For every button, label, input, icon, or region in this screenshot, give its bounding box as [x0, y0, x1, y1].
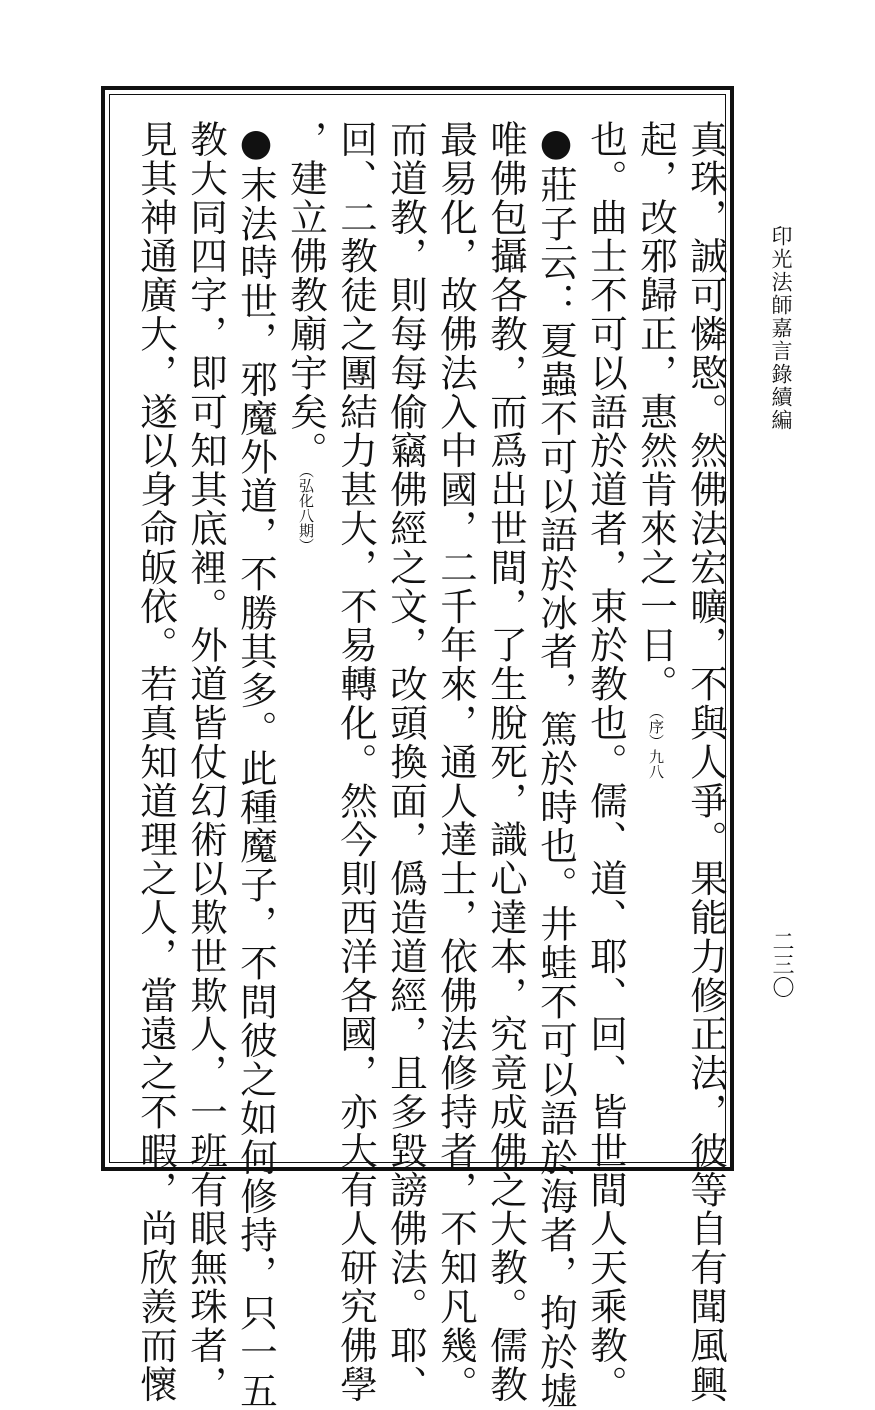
- text-column-9: [283, 120, 329, 553]
- text-column-3: [583, 120, 629, 1404]
- source-note: （弘化八期）: [297, 470, 315, 553]
- text-column-8: [333, 120, 379, 1404]
- text-column-6: [433, 120, 479, 1404]
- text-column-7: [383, 120, 429, 1404]
- source-note-name: （序）: [647, 703, 665, 749]
- column-text: ●末法時世，邪魔外道，不勝其多。此種魔子，不問彼之如何修持，只一五: [234, 120, 278, 1410]
- column-text: 見其神通廣大，遂以身命皈依。若真知道理之人，當遠之不暇，尚欣羨而懷: [134, 120, 178, 1404]
- column-text: 也。曲士不可以語於道者，束於教也。儒、道、耶、回、皆世間人天乘教。: [584, 120, 628, 1404]
- text-column-5: [483, 120, 529, 1404]
- source-note: [648, 704, 664, 779]
- running-header: 印光法師嘉言錄續編: [769, 225, 793, 432]
- text-column-10: [233, 120, 279, 1410]
- source-note-number: 九八: [647, 748, 665, 779]
- column-text: 最易化，故佛法入中國，二千年來，通人達士，依佛法修持者，不知凡幾。: [434, 120, 478, 1404]
- text-column-2: [633, 120, 679, 779]
- text-column-4: [533, 120, 579, 1410]
- column-text: 教大同四字，即可知其底裡。外道皆仗幻術以欺世欺人，一班有眼無珠者，: [184, 120, 228, 1404]
- column-text: 起，改邪歸正，惠然肯來之一日。: [634, 120, 678, 704]
- page-number: 二三〇: [769, 930, 794, 999]
- column-text: 唯佛包攝各教，而爲出世間，了生脫死，識心達本，究竟成佛之大教。儒教: [484, 120, 528, 1404]
- column-text: 而道教，則每每偷竊佛經之文，改頭換面，僞造道經，且多毀謗佛法。耶、: [384, 120, 428, 1404]
- text-column-11: [183, 120, 229, 1404]
- text-column-1: [683, 120, 729, 1404]
- text-column-12: [133, 120, 179, 1404]
- column-text: 真珠，誠可憐愍。然佛法宏曠，不與人爭。果能力修正法，彼等自有聞風興: [684, 120, 728, 1404]
- column-text: ●莊子云：夏蟲不可以語於冰者，篤於時也。井蛙不可以語於海者，拘於墟: [534, 120, 578, 1410]
- column-text: 回、二教徒之團結力甚大，不易轉化。然今則西洋各國，亦大有人研究佛學: [334, 120, 378, 1404]
- column-text: ，建立佛教廟宇矣。: [284, 120, 328, 471]
